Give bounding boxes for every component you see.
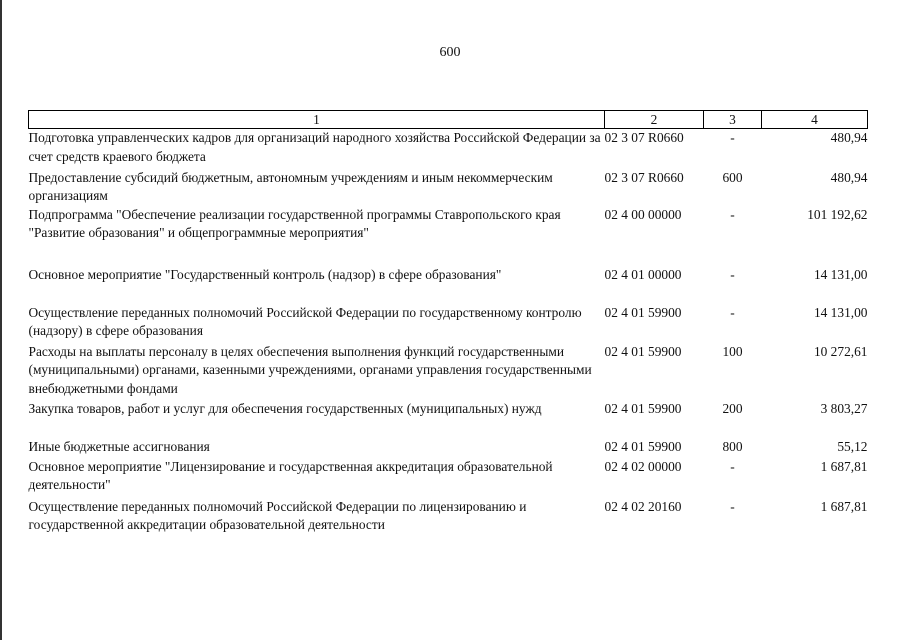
header-col-4: 4: [762, 111, 868, 129]
header-col-2: 2: [605, 111, 704, 129]
row-name: Предоставление субсидий бюджетным, автономным учреждениям и иным некоммерческим организациям: [28, 169, 553, 203]
table-row: [29, 266, 868, 304]
row-sum: 14 131,00: [813, 304, 868, 320]
row-type: 600: [722, 169, 743, 185]
page-number: 600: [439, 45, 461, 60]
row-name: Расходы на выплаты персоналу в целях обеспечения выполнения функций государственными (муниципальными) органами, казенными учреждениями, органами управления государственными внебюджетными фондами: [28, 343, 592, 396]
header-col-1: 1: [29, 111, 605, 129]
row-type: -: [730, 498, 735, 514]
row-type: 800: [722, 438, 743, 454]
row-sum: 1 687,81: [820, 498, 868, 514]
table-row: [29, 400, 868, 438]
row-code: 02 4 02 20160: [604, 498, 682, 514]
table-row: [29, 169, 868, 206]
row-sum: 480,94: [830, 130, 868, 145]
row-sum: 14 131,00: [813, 266, 868, 282]
row-sum: 101 192,62: [807, 206, 868, 222]
row-name: Осуществление переданных полномочий Российской Федерации по государственному контролю (надзору) в сфере образования: [28, 304, 582, 338]
row-type: -: [730, 130, 735, 145]
table-row: [29, 438, 868, 458]
row-code: 02 4 01 59900: [604, 343, 682, 359]
table-row: [29, 304, 868, 343]
row-sum: 55,12: [837, 438, 868, 454]
row-type: 100: [722, 343, 743, 359]
row-code: 02 3 07 R0660: [604, 169, 684, 185]
budget-table: [28, 110, 868, 538]
row-code: 02 4 01 59900: [604, 438, 682, 454]
row-code: 02 3 07 R0660: [604, 130, 684, 145]
table-row: [29, 458, 868, 498]
table-row: [29, 343, 868, 400]
row-name: Иные бюджетные ассигнования: [28, 438, 210, 454]
row-sum: 1 687,81: [820, 458, 868, 474]
header-row: [29, 111, 868, 129]
table-row: [29, 498, 868, 538]
row-sum: 3 803,27: [820, 400, 868, 416]
table-header: [29, 111, 868, 129]
row-name: Основное мероприятие "Лицензирование и государственная аккредитация образовательной деятельности": [28, 458, 553, 492]
row-name: Закупка товаров, работ и услуг для обеспечения государственных (муниципальных) нужд: [28, 400, 542, 416]
row-type: -: [730, 458, 735, 474]
row-sum: 480,94: [830, 169, 868, 185]
table-row: [29, 206, 868, 266]
row-type: -: [730, 304, 735, 320]
table-body: [29, 129, 868, 538]
row-name: Подпрограмма "Обеспечение реализации государственной программы Ставропольского края "Развитие образования" и общепрограммные мероприятия": [28, 206, 561, 240]
row-code: 02 4 01 59900: [604, 304, 682, 320]
row-code: 02 4 01 00000: [604, 266, 682, 282]
row-name: Основное мероприятие "Государственный контроль (надзор) в сфере образования": [28, 266, 502, 282]
row-type: -: [730, 266, 735, 282]
row-code: 02 4 02 00000: [604, 458, 682, 474]
row-code: 02 4 01 59900: [604, 400, 682, 416]
row-name: Подготовка управленческих кадров для организаций народного хозяйства Российской Федерации за счет средств краевого бюджета: [28, 130, 601, 164]
table-row: [29, 129, 868, 169]
header-col-3: 3: [704, 111, 762, 129]
row-code: 02 4 00 00000: [604, 206, 682, 222]
page-edge-rule: [0, 0, 2, 640]
row-type: -: [730, 206, 735, 222]
row-type: 200: [722, 400, 743, 416]
row-sum: 10 272,61: [813, 343, 868, 359]
row-name: Осуществление переданных полномочий Российской Федерации по лицензированию и государственной аккредитации образовательной деятельности: [28, 498, 527, 532]
